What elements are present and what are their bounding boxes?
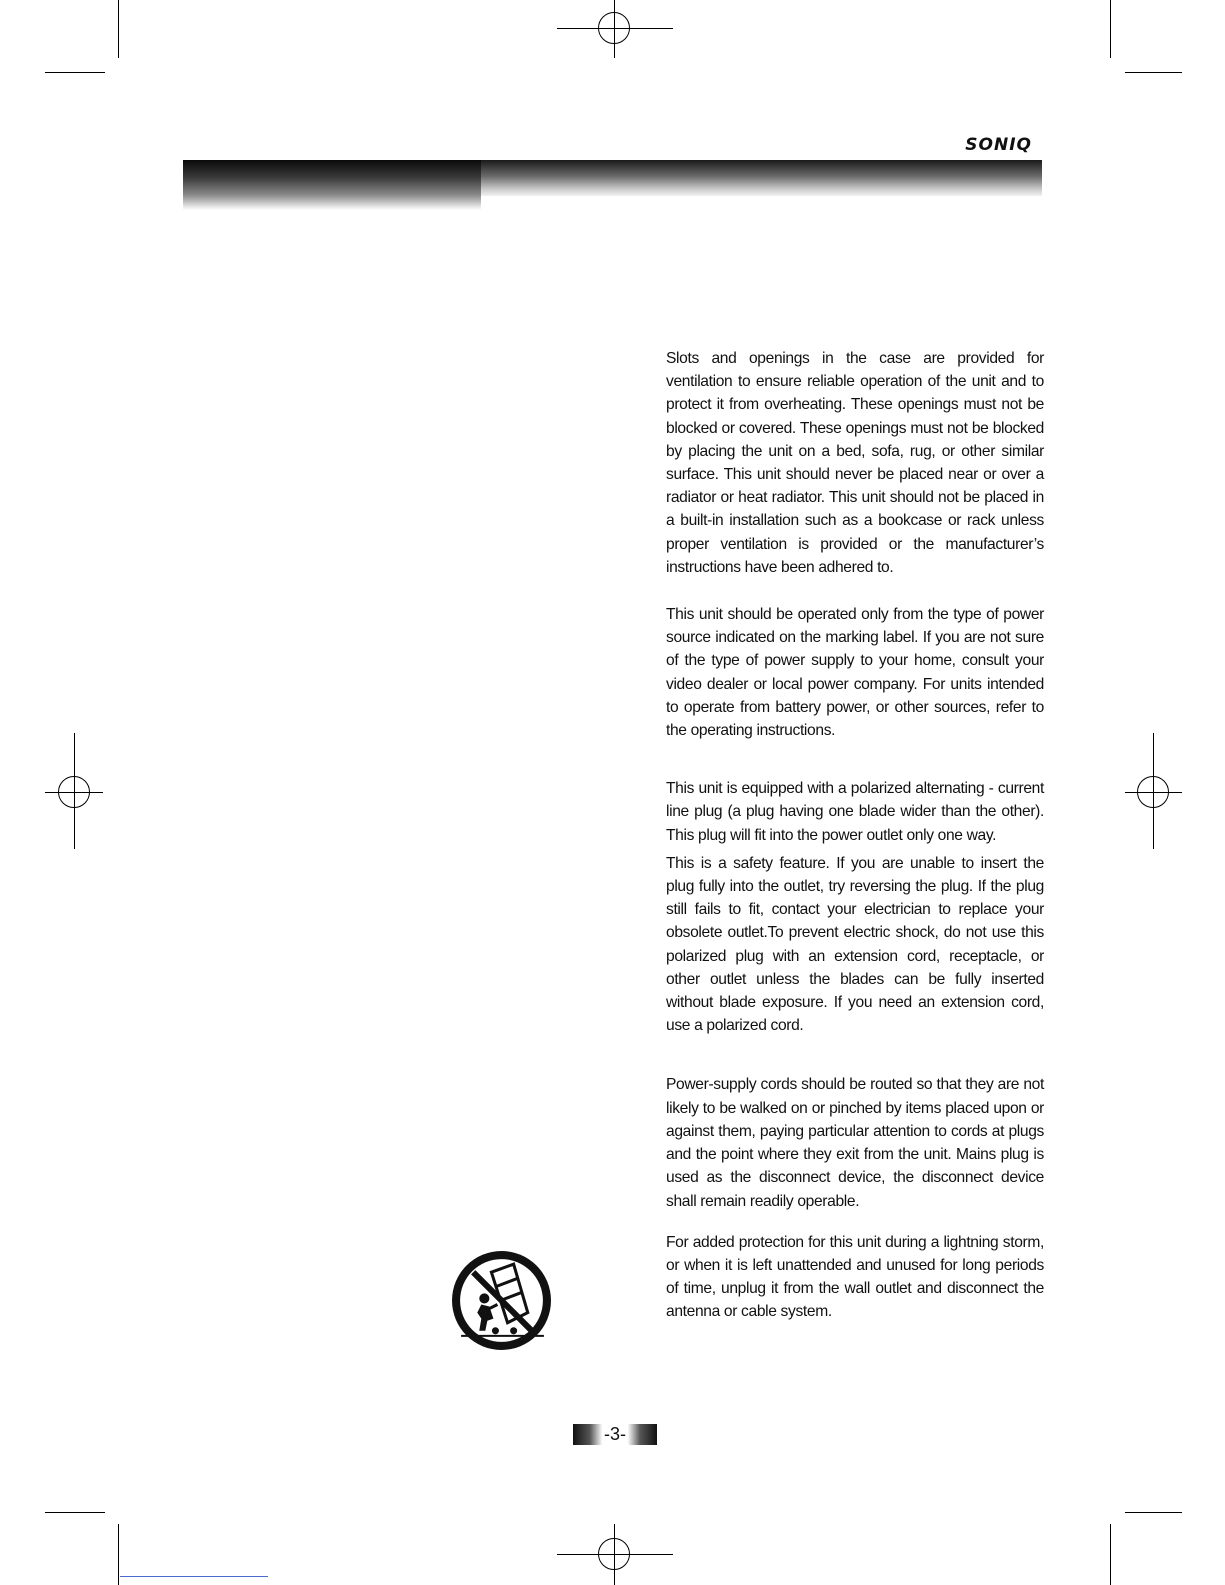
paragraph-power-cords: Power-supply cords should be routed so that they are not likely to be walked on or pinched by items placed upon or against them, paying particular attention to cords at plugs and the point where they exit from the unit. Mains plug is used as the disconnect device, the disconnect device shall remain readily operable. <box>666 1076 1044 1210</box>
cart-tip-over-warning-icon <box>451 1250 552 1351</box>
crop-mark-top-left-v <box>118 0 119 58</box>
footer-link-underline <box>120 1576 268 1577</box>
paragraph-safety-feature: This is a safety feature. If you are unable to insert the plug fully into the outlet, try reversing the plug. If the plug still fails to fit, contact your electrician to replace your obsolete outlet.To prevent electric shock, do not use this polarized plug with an extension cord, receptacle, or other outlet unless the blades can be fully inserted without blade exposure. If you need an extension cord, use a polarized cord. <box>666 854 1044 1035</box>
crop-mark-bottom-right-h <box>1125 1512 1182 1513</box>
header-band-left <box>183 160 481 210</box>
page-number-label: -3- <box>604 1424 626 1444</box>
crop-mark-bottom-left-h <box>45 1512 105 1513</box>
paragraph-ventilation: Slots and openings in the case are provided for ventilation to ensure reliable operation of the unit and to protect it from overheating. These openings must not be blocked or covered. These openings must not be blocked by placing the unit on a bed, sofa, rug, or other similar surface. This unit should never be placed near or over a radiator or heat radiator. This unit should not be placed in a built-in installation such as a bookcase or rack unless proper ventilation is provided or the manufacturer’s instructions have been adhered to. <box>666 350 1044 576</box>
crop-mark-bottom-left-v <box>118 1524 119 1585</box>
crop-mark-bottom-right-v <box>1110 1524 1111 1585</box>
header-band-right <box>481 160 1042 196</box>
brand-logo: SONIQ <box>965 135 1032 155</box>
crop-mark-top-right-h <box>1125 72 1182 73</box>
page-number <box>573 1424 657 1445</box>
paragraph-polarized-plug: This unit is equipped with a polarized alternating - current line plug (a plug having one blade wider than the other). This plug will fit into the power outlet only one way. <box>666 780 1044 844</box>
paragraph-lightning: For added protection for this unit during a lightning storm, or when it is left unattended and unused for long periods of time, unplug it from the wall outlet and disconnect the antenna or cable system. <box>666 1233 1044 1321</box>
paragraph-power-source: This unit should be operated only from the type of power source indicated on the marking label. If you are not sure of the type of power supply to your home, consult your video dealer or local power company. For units intended to operate from battery power, or other sources, refer to the operating instructions. <box>666 606 1044 740</box>
safety-text-column <box>666 347 1044 1324</box>
crop-mark-top-left-h <box>45 72 105 73</box>
crop-mark-top-right-v <box>1110 0 1111 58</box>
